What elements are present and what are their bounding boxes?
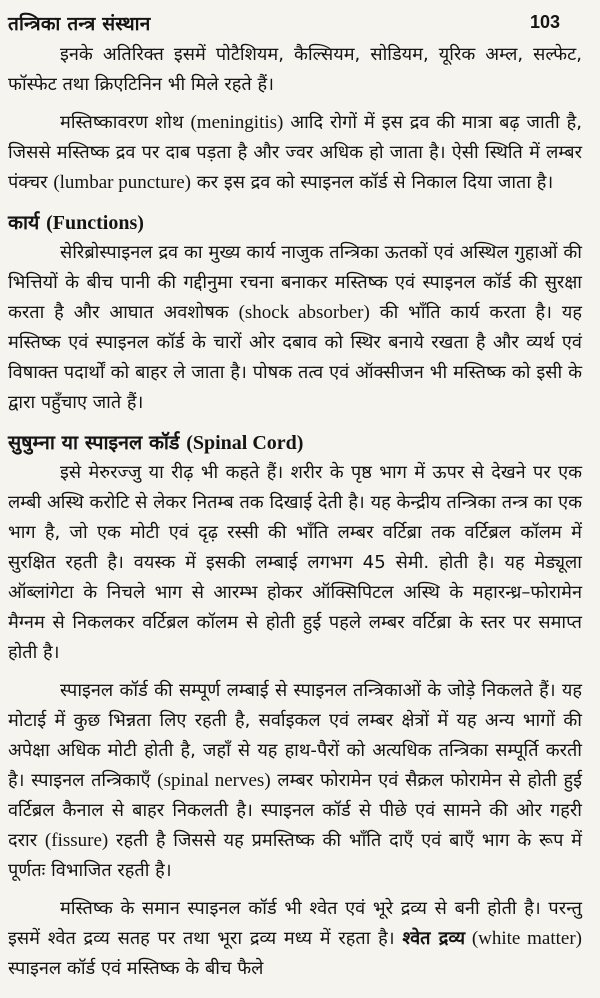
paragraph-text: लम्बर फोरामेन एवं सैक्रल फोरामेन से होती हुई वर्टिब्रल कैनाल से बाहर निकलती है। स्पाइनल कॉर्ड से पीछे एवं सामने की ओर गहरी दरार	[8, 770, 582, 851]
heading-functions	[8, 208, 582, 238]
heading-text-hindi: कार्य	[8, 211, 47, 234]
english-term-fissure: (fissure)	[44, 830, 109, 851]
page-number: 103	[529, 12, 560, 32]
heading-text-hindi: सुषुम्ना या स्पाइनल कॉर्ड	[8, 431, 187, 454]
paragraph-text: मस्तिष्क के समान स्पाइनल कॉर्ड भी श्वेत एवं भूरे द्रव्य से बनी होती है। परन्तु इसमें श्वेत द्रव्य सतह पर तथा भूरा द्रव्य मध्य में रहता है।	[8, 898, 582, 949]
paragraph-minerals	[8, 40, 582, 100]
paragraph-text: इनके अतिरिक्त इसमें पोटैशियम, कैल्सियम, सोडियम, यूरिक अम्ल, सल्फेट, फॉस्फेट तथा क्रिएटिनिन भी मिले रहते हैं।	[8, 44, 582, 95]
paragraph-spinal-cord-description	[8, 458, 582, 668]
chapter-running-title: तन्त्रिका तन्त्र संस्थान	[8, 13, 151, 35]
english-term-shock-absorber: (shock absorber)	[238, 302, 370, 323]
paragraph-meningitis	[8, 108, 582, 198]
page-content	[8, 40, 582, 984]
paragraph-text: रहती है जिससे यह प्रमस्तिष्क की भाँति दाएँ एवं बाएँ भाग के रूप में पूर्णतः विभाजित रहती है।	[8, 830, 582, 881]
paragraph-text: की भाँति कार्य करता है। यह मस्तिष्क एवं स्पाइनल कॉर्ड के चारों ओर दबाव को स्थिर बनाये रखता है और व्यर्थ एवं विषाक्त पदार्थों को बाहर ले जाता है। पोषक तत्व एवं ऑक्सीजन भी मस्तिष्क को इसी के द्वारा पहुँचाए जाते हैं।	[8, 302, 582, 413]
paragraph-text: आदि रोगों में इस द्रव की मात्रा बढ़ जाती है, जिससे मस्तिष्क द्रव पर दाब पड़ता है और ज्वर अधिक हो जाता है। ऐसी स्थिति में लम्बर पंक्चर	[8, 112, 582, 193]
paragraph-text: मस्तिष्कावरण शोथ	[60, 112, 191, 133]
paragraph-functions	[8, 238, 582, 418]
english-term-spinal-nerves: (spinal nerves)	[157, 770, 271, 791]
paragraph-spinal-nerves	[8, 676, 582, 886]
paragraph-text: सेरिब्रोस्पाइनल द्रव का मुख्य कार्य नाजुक तन्त्रिका ऊतकों एवं अस्थिल गुहाओं की भित्तियों के बीच पानी की गद्दीनुमा रचना बनाकर मस्तिष्क एवं स्पाइनल कॉर्ड की सुरक्षा करता है और आघात अवशोषक	[8, 242, 582, 323]
english-term-meningitis: (meningitis)	[190, 112, 284, 133]
paragraph-text: इसे मेरुरज्जु या रीढ़ भी कहते हैं। शरीर के पृष्ठ भाग में ऊपर से देखने पर एक लम्बी अस्थि करोटि से लेकर नितम्ब तक दिखाई देती है। यह केन्द्रीय तन्त्रिका तन्त्र का एक भाग है, जो एक मोटी एवं दृढ़ रस्सी की भाँति लम्बर वर्टिब्रा तक वर्टिब्रल कॉलम में सुरक्षित रहती है। वयस्क में इसकी लम्बाई लगभग 45 सेमी. होती है। यह मेड्यूला ऑब्लांगेटा के निचले भाग से आरम्भ होकर ऑक्सिपिटल अस्थि के महारन्ध्र–फोरामेन मैग्नम से निकलकर वर्टिब्रल कॉलम से होती हुई पहले लम्बर वर्टिब्रा के स्तर पर समाप्त होती है।	[8, 462, 582, 663]
english-term-white-matter: (white matter)	[465, 928, 582, 949]
running-head	[8, 6, 582, 40]
heading-text-english: (Functions)	[46, 212, 144, 234]
english-term-lumbar-puncture: (lumbar puncture)	[53, 172, 192, 193]
paragraph-white-grey-matter	[8, 894, 582, 984]
heading-text-english: (Spinal Cord)	[186, 432, 304, 454]
paragraph-text: स्पाइनल कॉर्ड एवं मस्तिष्क के बीच फैले	[8, 958, 264, 979]
bold-term-white-matter: श्वेत द्रव्य	[402, 928, 466, 949]
heading-spinal-cord	[8, 428, 582, 458]
paragraph-text: स्पाइनल कॉर्ड की सम्पूर्ण लम्बाई से स्पाइनल तन्त्रिकाओं के जोड़े निकलते हैं। यह मोटाई में कुछ भिन्नता लिए रहती है, सर्वाइकल एवं लम्बर क्षेत्रों में यह अन्य भागों की अपेक्षा अधिक मोटी होती है, जहाँ से यह हाथ-पैरों को अत्यधिक तन्त्रिका सम्पूर्ति करती है। स्पाइनल तन्त्रिकाएँ	[8, 680, 582, 791]
paragraph-text: कर इस द्रव को स्पाइनल कॉर्ड से निकाल दिया जाता है।	[191, 172, 554, 193]
